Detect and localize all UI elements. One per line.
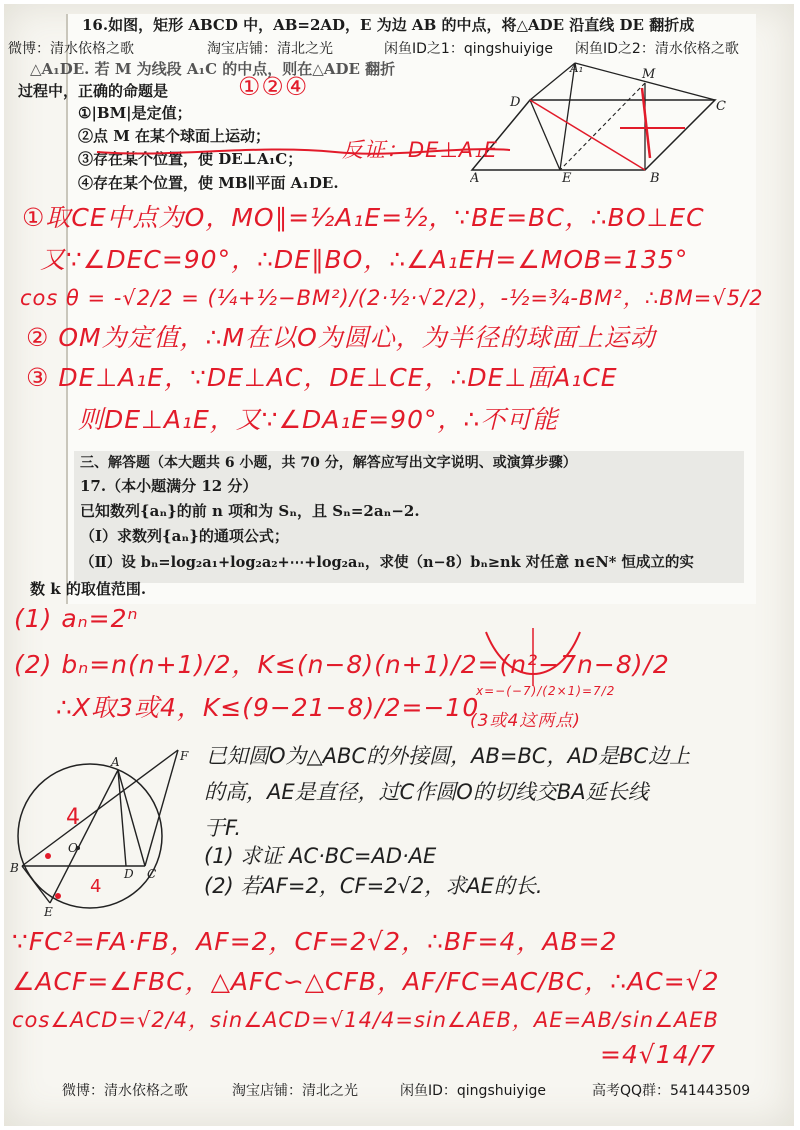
fig18-label-a: A bbox=[111, 755, 120, 769]
fig16-label-a: A bbox=[470, 171, 480, 183]
watermark-weibo-top: 微博：清水依格之歌 bbox=[8, 41, 134, 57]
watermark-weibo-bottom: 微博：清水依格之歌 bbox=[62, 1083, 188, 1099]
q17-title: 17.（本小题满分 12 分） bbox=[80, 477, 258, 495]
q18-problem-line1: 已知圆O为△ABC的外接圆，AB=BC，AD是BC边上 bbox=[206, 744, 691, 768]
q16-solution-line4: ② OM为定值，∴M在以O为圆心，为半径的球面上运动 bbox=[26, 323, 656, 352]
watermark-xianyu2-top: 闲鱼ID之2：清水依格之歌 bbox=[575, 41, 739, 57]
watermark-xianyu-bottom: 闲鱼ID：qingshuiyige bbox=[400, 1083, 547, 1099]
q16-option1: ①|BM|是定值； bbox=[78, 104, 192, 122]
q18-problem-line5: (2) 若AF=2，CF=2√2，求AE的长. bbox=[204, 874, 543, 898]
watermark-qq-bottom: 高考QQ群：541443509 bbox=[592, 1083, 751, 1099]
q18-solution-line1: ∵FC²=FA·FB，AF=2，CF=2√2，∴BF=4，AB=2 bbox=[12, 927, 618, 956]
fig18-red-4-lower: 4 bbox=[90, 876, 102, 897]
q17-part2: （Ⅱ）设 bₙ=log₂a₁+log₂a₂+⋯+log₂aₙ，求使（n−8）bₙ≥nk 对任意 n∈N* 恒成立的实 bbox=[80, 554, 694, 571]
q17-answer1: (1) aₙ=2ⁿ bbox=[14, 604, 139, 633]
q16-solution-line3: cos θ = -√2/2 = (¼+½−BM²)/(2·½·√2/2)，-½=¾-BM²，∴BM=√5/2 bbox=[20, 286, 764, 310]
section3-heading: 三、解答题（本大题共 6 小题，共 70 分，解答应写出文字说明、或演算步骤） bbox=[80, 455, 577, 471]
q16-answer-handwritten: ①②④ bbox=[238, 72, 309, 101]
q16-folding-figure bbox=[470, 58, 730, 183]
q18-problem-line2: 的高，AE是直径，过C作圆O的切线交BA延长线 bbox=[204, 780, 649, 804]
q16-option2: ②点 M 在某个球面上运动； bbox=[78, 127, 271, 145]
q18-solution-line2: ∠ACF=∠FBC，△AFC∽△CFB，AF/FC=AC/BC，∴AC=√2 bbox=[12, 967, 720, 996]
q17-parabola-sketch bbox=[478, 628, 588, 688]
fig18-red-4-upper: 4 bbox=[66, 805, 80, 830]
q18-problem-line4: (1) 求证 AC·BC=AD·AE bbox=[204, 844, 437, 868]
q16-line3: 过程中，正确的命题是 bbox=[18, 82, 169, 100]
q16-solution-line2: 又∵∠DEC=90°，∴DE∥BO，∴∠A₁EH=∠MOB=135° bbox=[40, 245, 689, 274]
q16-solution-line1: ①取CE中点为O，MO∥=½A₁E=½，∵BE=BC，∴BO⊥EC bbox=[22, 203, 705, 232]
fig18-label-f: F bbox=[180, 749, 189, 763]
q18-circle-figure bbox=[8, 748, 198, 918]
q16-option3-note: 反证：DE⊥A₁E bbox=[342, 138, 498, 162]
fig16-label-b: B bbox=[650, 171, 660, 183]
fig16-label-a1: A₁ bbox=[570, 61, 584, 75]
q17-answer4: (3或4这两点) bbox=[470, 711, 581, 731]
q16-solution-line6: 则DE⊥A₁E，又∵∠DA₁E=90°，∴不可能 bbox=[78, 405, 559, 434]
watermark-taobao-bottom: 淘宝店铺：清北之光 bbox=[232, 1083, 358, 1099]
q17-answer2: (2) bₙ=n(n+1)/2，K≤(n−8)(n+1)/2=(n²−7n−8)/2 bbox=[14, 650, 670, 679]
fig18-label-c: C bbox=[147, 867, 157, 881]
fig16-label-e: E bbox=[562, 171, 572, 183]
fig16-label-c: C bbox=[716, 99, 726, 114]
q17-line1: 已知数列{aₙ}的前 n 项和为 Sₙ，且 Sₙ=2aₙ−2. bbox=[80, 502, 420, 520]
q17-part2-cont: 数 k 的取值范围. bbox=[30, 580, 147, 598]
fig18-label-o: O bbox=[68, 841, 78, 855]
q18-final-answer: =4√14/7 bbox=[600, 1040, 716, 1069]
q17-answer3: ∴X取3或4，K≤(9−21−8)/2=−10 bbox=[56, 693, 480, 722]
q16-line2: △A₁DE. 若 M 为线段 A₁C 的中点，则在△ADE 翻折 bbox=[30, 60, 396, 78]
fig18-label-e: E bbox=[44, 905, 53, 918]
q16-solution-line5: ③ DE⊥A₁E，∵DE⊥AC，DE⊥CE，∴DE⊥面A₁CE bbox=[26, 363, 618, 392]
q17-part1: （Ⅰ）求数列{aₙ}的通项公式； bbox=[80, 527, 289, 545]
q16-option3: ③存在某个位置，使 DE⊥A₁C； bbox=[78, 150, 303, 168]
q16-option4: ④存在某个位置，使 MB∥平面 A₁DE. bbox=[78, 174, 339, 192]
q18-solution-line3: cos∠ACD=√2/4，sin∠ACD=√14/4=sin∠AEB，AE=AB/sin∠AEB bbox=[12, 1008, 719, 1032]
q16-line1: 16.如图，矩形 ABCD 中，AB=2AD，E 为边 AB 的中点，将△ADE 沿直线 DE 翻折成 bbox=[82, 16, 695, 34]
fig18-label-b: B bbox=[10, 861, 19, 875]
q18-problem-line3: 于F. bbox=[204, 816, 242, 840]
watermark-taobao-top: 淘宝店铺：清北之光 bbox=[207, 41, 333, 57]
fig18-label-d: D bbox=[124, 867, 134, 881]
fig16-label-d: D bbox=[510, 95, 521, 110]
watermark-xianyu1-top: 闲鱼ID之1：qingshuiyige bbox=[384, 41, 553, 57]
q17-parabola-note: x=−(−7)/(2×1)=7/2 bbox=[476, 684, 616, 698]
fig16-label-m: M bbox=[642, 67, 656, 82]
